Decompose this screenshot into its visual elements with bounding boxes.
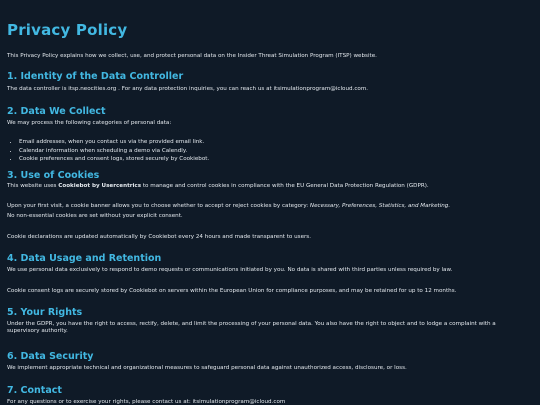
data-categories-list <box>7 138 209 164</box>
your-rights-text: Under the GDPR, you have the right to access, rectify, delete, and limit the processing of your personal data. You also have the right to object and to lodge a complaint with a supervisory authority. <box>7 321 496 334</box>
section-heading-contact: 7. Contact <box>7 385 62 396</box>
cookie-declarations-text: Cookie declarations are updated automatically by Cookiebot every 24 hours and made transparent to users. <box>7 234 312 240</box>
data-controller-text: The data controller is itsp.neocities.org . For any data protection inquiries, you can reach us at itsimulationprogram@icloud.com. <box>7 86 369 92</box>
contact-text: For any questions or to exercise your rights, please contact us at: itsimulationprogram@icloud.com <box>7 399 286 405</box>
list-item: • Cookie preferences and consent logs, stored securely by Cookiebot. <box>19 155 209 164</box>
consent-logs-text: Cookie consent logs are securely stored by Cookiebot on servers within the European Union for compliance purposes, and may be retained for up to 12 months. <box>7 288 457 294</box>
section-heading-your-rights: 5. Your Rights <box>7 307 83 318</box>
non-essential-cookies-text: No non-essential cookies are set without your explicit consent. <box>7 213 183 219</box>
intro-text: This Privacy Policy explains how we collect, use, and protect personal data on the Insider Threat Simulation Program (ITSP) website. <box>7 53 377 59</box>
data-usage-text: We use personal data exclusively to respond to demo requests or communications initiated by you. No data is shared with third parties unless required by law. <box>7 267 453 273</box>
data-security-text: We implement appropriate technical and organizational measures to safeguard personal data against unauthorized access, disclosure, or loss. <box>7 365 407 371</box>
cookiebot-name: Cookiebot by Usercentrics <box>58 183 142 189</box>
section-heading-data-usage: 4. Data Usage and Retention <box>7 253 162 264</box>
data-categories-text: We may process the following categories of personal data: <box>7 120 172 126</box>
cookie-banner-text: Upon your first visit, a cookie banner allows you to choose whether to accept or reject cookies by category: Necessary, Preferences, Statistics, and Marketing. <box>7 203 451 209</box>
cookie-categories: Necessary, Preferences, Statistics, and Marketing. <box>309 203 451 209</box>
section-heading-use-of-cookies: 3. Use of Cookies <box>7 170 100 181</box>
section-heading-data-security: 6. Data Security <box>7 351 94 362</box>
list-item: • Email addresses, when you contact us via the provided email link. <box>19 138 209 147</box>
cookiebot-text: This website uses Cookiebot by Usercentrics to manage and control cookies in compliance with the EU General Data Protection Regulation (GDPR). <box>7 183 429 189</box>
list-item: • Calendar information when scheduling a demo via Calendly. <box>19 147 209 156</box>
page-title: Privacy Policy <box>7 21 128 39</box>
section-heading-data-controller: 1. Identity of the Data Controller <box>7 71 184 82</box>
section-heading-data-we-collect: 2. Data We Collect <box>7 106 106 117</box>
